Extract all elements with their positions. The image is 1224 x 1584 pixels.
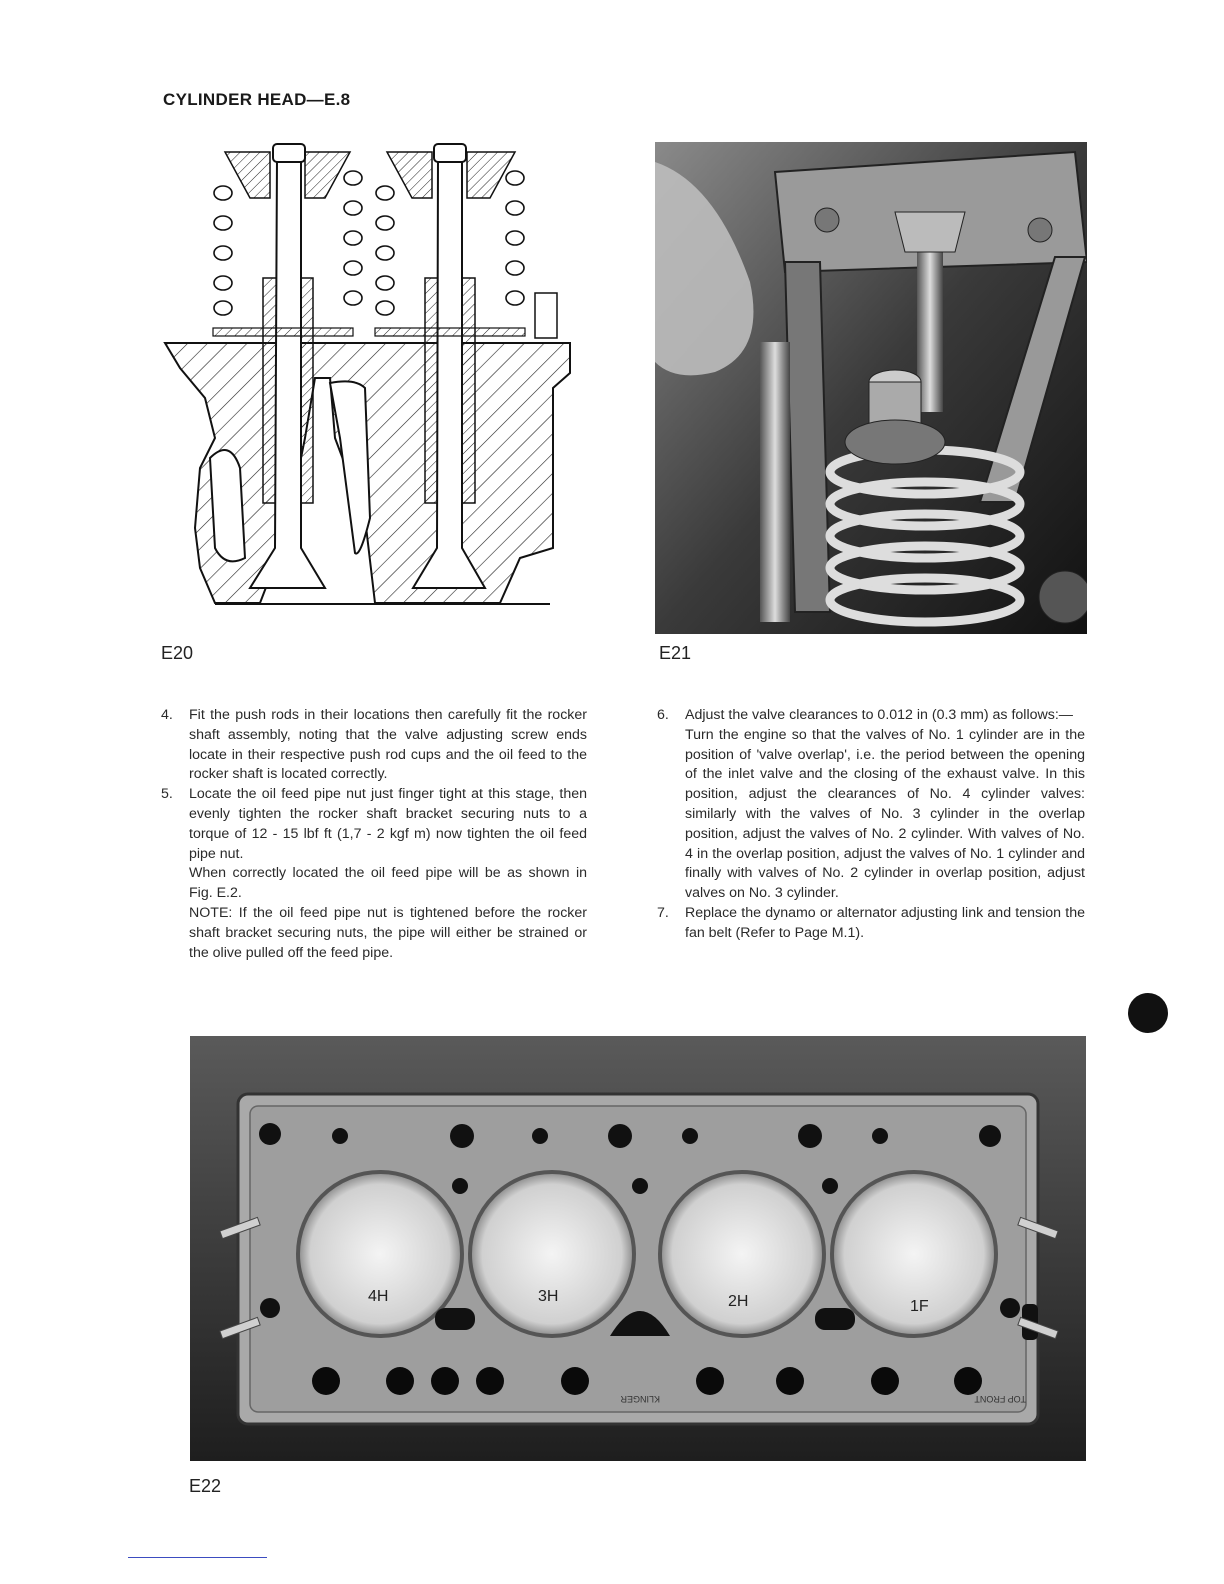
figure-e20-label: E20 xyxy=(161,643,194,663)
valve-section-drawing xyxy=(155,138,595,610)
section-tab-marker xyxy=(1128,993,1168,1033)
step-7 xyxy=(657,904,1085,944)
footer-rule xyxy=(128,1557,267,1558)
step-text: Adjust the valve clearances to 0.012 in (0.3 mm) as follows:— xyxy=(685,707,1073,723)
step-number: 5. xyxy=(161,786,173,803)
step-5 xyxy=(161,785,587,963)
figure-e20-valve-section xyxy=(155,138,595,610)
page-title: CYLINDER HEAD—E.8 xyxy=(163,90,351,109)
gasket-stamp: KLINGER xyxy=(620,1394,660,1404)
step-text: Turn the engine so that the valves of No. 1 cylinder are in the position of 'valve overlap', i.e. the period between the opening of the inlet valve and the closing of the exhaust valve. In this position, adjust the clearances of No. 4 cylinder valves: similarly with the valves of No. 3 cylinder in the overlap position, adjust the valves of No. 2 cylinder. With valves of No. 4 in the overlap position, adjust the valves of No. 1 cylinder and finally with valves of No. 2 cylinder in overlap position, adjust valves on No. 3 cylinder. xyxy=(685,726,1085,902)
head-gasket-photo xyxy=(190,1036,1086,1461)
bore-marking: 2H xyxy=(728,1293,749,1310)
spring-compressor-photo xyxy=(655,142,1087,634)
step-number: 6. xyxy=(657,707,669,723)
figure-e21-label: E21 xyxy=(659,643,692,663)
step-4 xyxy=(161,706,587,785)
step-text: Locate the oil feed pipe nut just finger tight at this stage, then evenly tighten the rocker shaft bracket securing nuts to a torque of 12 - 15 lbf ft (1,7 - 2 kgf m) now tighten the oil feed pipe nut. xyxy=(189,786,587,862)
step-text: When correctly located the oil feed pipe will be as shown in Fig. E.2. xyxy=(189,865,587,902)
step-note: NOTE: If the oil feed pipe nut is tightened before the rocker shaft bracket securing nuts, the pipe will either be strained or the olive pulled off the feed pipe. xyxy=(189,904,587,961)
figure-e21-photo xyxy=(655,142,1087,634)
instructions-right-column xyxy=(657,706,1085,944)
step-6 xyxy=(657,706,1085,904)
step-number: 7. xyxy=(657,904,669,921)
bore-marking: 3H xyxy=(538,1288,559,1305)
step-text: Replace the dynamo or alternator adjusting link and tension the fan belt (Refer to Page M.1). xyxy=(685,904,1085,941)
step-number: 4. xyxy=(161,707,173,723)
figure-e22-gasket-photo xyxy=(190,1036,1086,1461)
bore-marking: 1F xyxy=(910,1298,929,1315)
instructions-left-column xyxy=(161,706,587,963)
gasket-stamp: TOP FRONT xyxy=(974,1394,1026,1404)
bore-marking: 4H xyxy=(368,1288,389,1305)
step-text: Fit the push rods in their locations then carefully fit the rocker shaft assembly, noting that the valve adjusting screw ends locate in their respective push rod cups and the oil feed to the rocker shaft is located correctly. xyxy=(189,707,587,783)
figure-e22-label: E22 xyxy=(189,1476,222,1496)
